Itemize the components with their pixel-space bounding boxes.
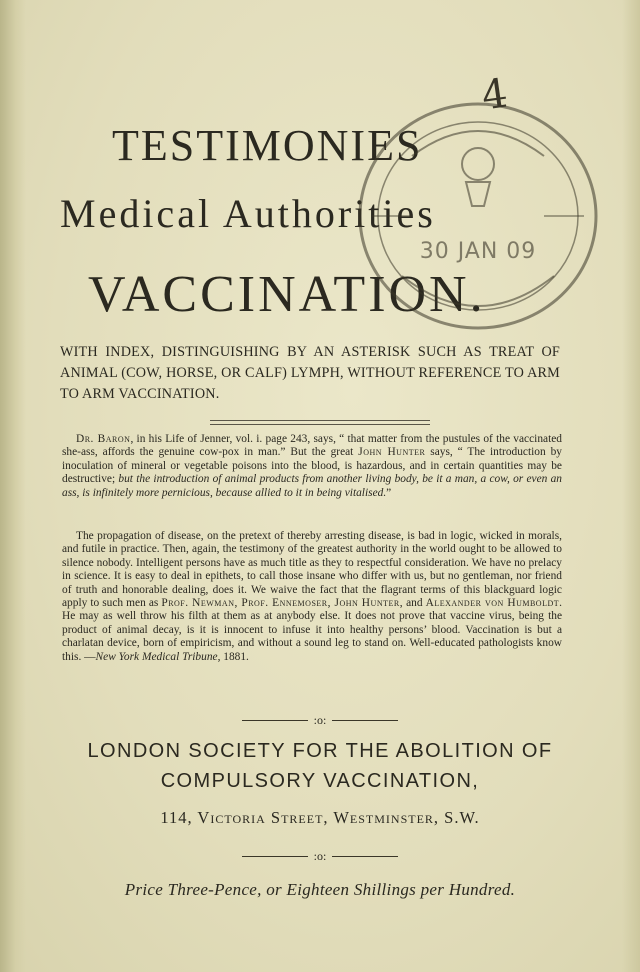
paragraph1-segment-3: John Hunter <box>358 446 426 459</box>
paragraph2-segment-2: Prof. Newman, Prof. Ennemoser, John Hunter, <box>161 597 404 610</box>
title-line-3: VACCINATION. <box>88 266 486 323</box>
society-line-1: LONDON SOCIETY FOR THE ABOLITION OF <box>87 740 553 762</box>
paragraph2-segment-4: Alexander von Humboldt <box>425 597 560 610</box>
page-left-edge <box>0 0 26 972</box>
handwritten-mark: 4 <box>478 70 511 120</box>
paragraph2-segment-1: The propagation of disease, on the pretext of thereby arresting disease, is bad in logic, wicked in morals, and futile in practice. Then, again, the testimony of the greatest authority in the world ought to be allowed to silence nobody. Intelligent persons have as much title as they to respectful consideration. We have no prelacy in science. It is easy to deal in epithets, to call those insane who differ with us, but no gentleman, nor friend of truth and honorable dealing, does it. We waive the fact that the flagrant terms of this blackguard logic apply to such men as <box>62 530 562 610</box>
paragraph-baron <box>62 433 562 500</box>
title-line-2: Medical Authorities <box>60 191 436 236</box>
paragraph-tribune <box>62 530 562 664</box>
double-rule <box>210 420 430 425</box>
paragraph1-segment-6: ” <box>386 486 392 499</box>
separator-2 <box>0 848 640 864</box>
library-stamp-icon <box>342 86 614 346</box>
page-right-edge <box>622 0 640 972</box>
address: 114, Victoria Street, Westminster, S.W. <box>160 808 480 827</box>
stamp-date: 30 JAN 09 <box>419 239 537 264</box>
paragraph1-segment-4: says, “ The introduction by inoculation of mineral or vegetable poisons into the blood, is hazardous, and in certain quantities may be destructive; <box>62 446 562 486</box>
paragraph2-segment-3: and <box>403 597 426 610</box>
separator-2-mark: :o: <box>313 848 327 863</box>
paragraph1-segment-1: Dr. Baron <box>76 433 131 445</box>
paragraph2-segment-6: New York Medical Tribune <box>95 650 218 663</box>
separator-1 <box>0 712 640 728</box>
paragraph2-segment-5: . He may as well throw his filth at them as at anybody else. It does not prove that vaccine virus, being the product of animal decay, is it is innocent to infuse it into healthy persons’ blood. Vaccination is but a charlatan device, born of empiricism, and without a sound leg to stand on. Well-educated pathologists know this. — <box>62 597 562 663</box>
paragraph1-segment-2: , in his Life of Jenner, vol. i. page 243, says, “ that matter from the pustules of the vaccinated she-ass, affords the genuine cow-pox in man.” But the great <box>62 433 562 459</box>
paragraph1-segment-5: but the introduction of animal products from another living body, be it a man, a cow, or even an ass, is infinitely more pernicious, because allied to it in being vitalised. <box>62 473 562 499</box>
separator-1-mark: :o: <box>313 712 327 727</box>
price-line: Price Three-Pence, or Eighteen Shillings per Hundred. <box>124 880 516 899</box>
title-line-1: TESTIMONIES <box>112 121 423 170</box>
paragraph2-segment-7: , 1881. <box>217 650 249 663</box>
society-line-2: COMPULSORY VACCINATION, <box>160 770 480 792</box>
subtitle: WITH INDEX, DISTINGUISHING BY AN ASTERISK SUCH AS TREAT OF ANIMAL (COW, HORSE, OR CALF) LYMPH, WITHOUT REFERENCE TO ARM TO ARM VACCINATION. <box>60 344 560 402</box>
